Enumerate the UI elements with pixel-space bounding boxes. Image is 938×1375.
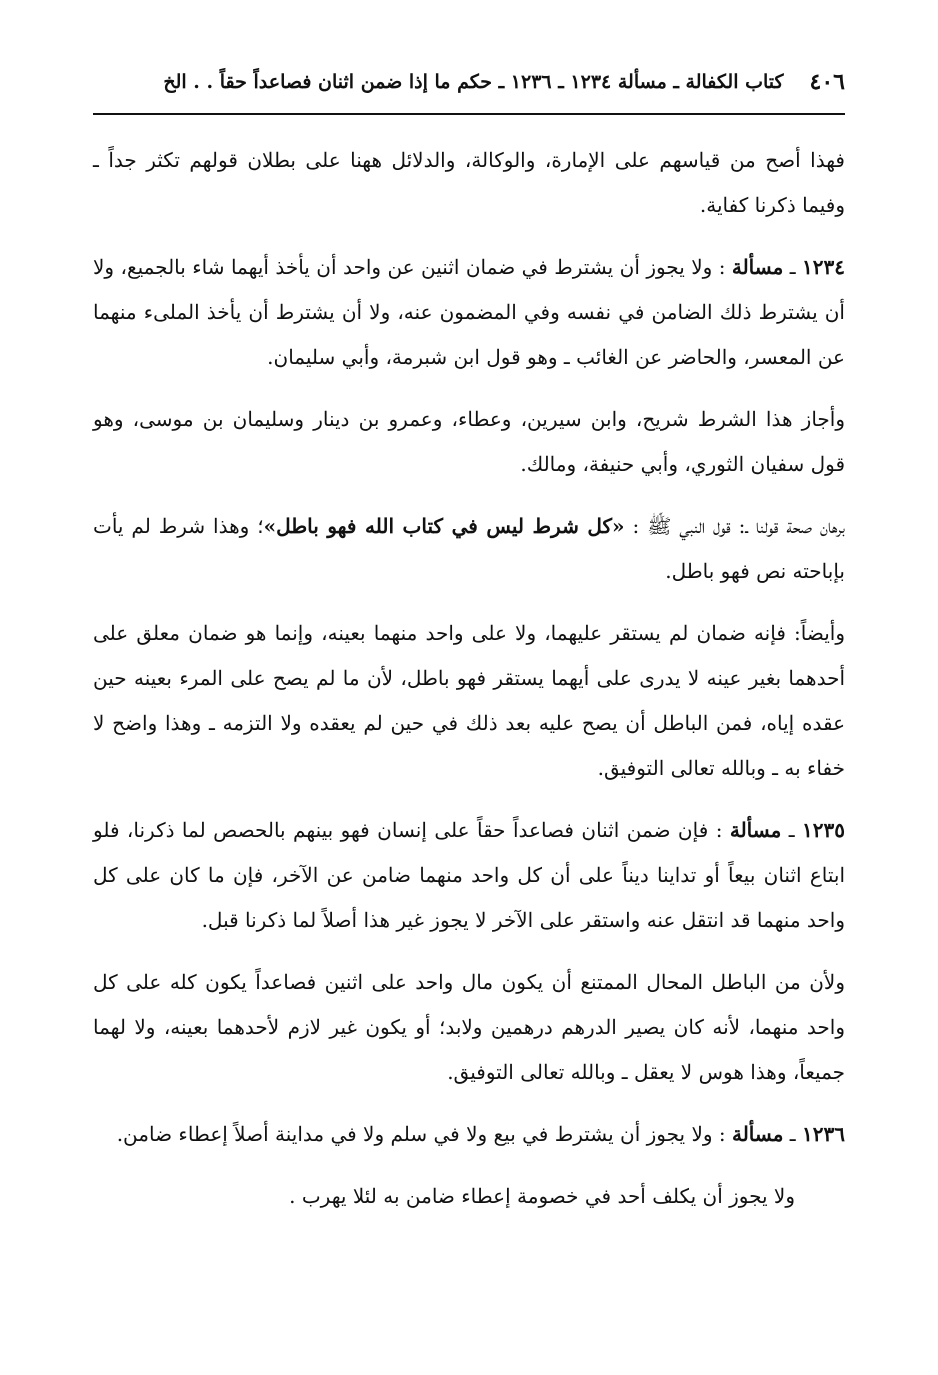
issue-text: : فإن ضمن اثنان فصاعداً حقاً على إنسان فهو بينهم بالحصص لما ذكرنا، فلو ابتاع اثنان بيعاً أو تداينا ديناً على أن كل واحد منهما ضامن عن الآخر، فإن ما كان على كل واحد منهما قد انتقل عنه واستقر على الآخر لا يجوز غير هذا أصلاً لما ذكرنا قبل. <box>93 818 845 932</box>
issue-dash: ـ <box>781 818 803 842</box>
issue-number: ١٢٣٤ <box>802 255 845 279</box>
paragraph-1: فهذا أصح من قياسهم على الإمارة، والوكالة، والدلائل ههنا على بطلان قولهم تكثر جداً ـ وفيما ذكرنا كفاية. <box>93 148 845 217</box>
header-divider <box>93 113 845 115</box>
hadith-quote: «كل شرط ليس في كتاب الله فهو باطل» <box>263 514 625 538</box>
proof-paragraph <box>93 504 845 594</box>
issue-1235-paragraph <box>93 808 845 943</box>
issue-number: ١٢٣٦ <box>802 1122 845 1146</box>
paragraph-3: وأجاز هذا الشرط شريح، وابن سيرين، وعطاء، وعمرو بن دينار وسليمان بن موسى، وهو قول سفيان الثوري، وأبي حنيفة، ومالك. <box>93 407 845 476</box>
issue-dash: ـ <box>783 255 803 279</box>
proof-conclusion: ؛ وهذا شرط لم يأت بإباحته نص فهو باطل. <box>93 514 845 583</box>
paragraph-9: ولا يجوز أن يكلف أحد في خصومة إعطاء ضامن به لئلا يهرب . <box>289 1184 795 1208</box>
issue-1236-paragraph <box>93 1112 845 1157</box>
page-number: ٤٠٦ <box>809 69 845 95</box>
running-title: كتاب الكفالة ـ مسألة ١٢٣٤ ـ ١٢٣٦ ـ حكم ما إذا ضمن اثنان فصاعداً حقاً . . الخ <box>163 71 784 93</box>
paragraph-5: وأيضاً: فإنه ضمان لم يستقر عليهما، ولا على واحد منهما بعينه، وإنما هو ضمان معلق على أحدهما بغير عينه لا يدرى على أيهما يستقر فهو باطل، لأن ما لم يصح على المرء بعينه حين عقده إياه، فمن الباطل أن يصح عليه بعد ذلك في حين لم يعقده ولا التزمه ـ وهذا واضح لا خفاء به ـ وبالله تعالى التوفيق. <box>93 621 845 780</box>
page-body <box>93 138 845 1236</box>
issue-number: ١٢٣٥ <box>802 818 845 842</box>
issue-text: : ولا يجوز أن يشترط في ضمان اثنين عن واحد أن يأخذ أيهما شاء بالجميع، ولا أن يشترط ذلك الضامن في نفسه وفي المضمون عنه، ولا أن يشترط أن يأخذ الملىء منهما عن المعسر، والحاضر عن الغائب ـ وهو قول ابن شبرمة، وأبي سليمان. <box>93 255 845 369</box>
proof-intro: برهان صحة قولنا ـ: قول النبي ﷺ : <box>624 514 845 538</box>
issue-text: : ولا يجوز أن يشترط في بيع ولا في سلم ولا في مداينة أصلاً إعطاء ضامن. <box>116 1122 732 1146</box>
paragraph-7: ولأن من الباطل المحال الممتنع أن يكون مال واحد على اثنين فصاعداً يكون كله على كل واحد منهما، لأنه كان يصير الدرهم درهمين ولابد؛ أو يكون غير لازم لأحدهما بعينه، ولا لهما جميعاً، وهذا هوس لا يعقل ـ وبالله تعالى التوفيق. <box>93 970 845 1084</box>
issue-dash: ـ <box>783 1122 803 1146</box>
page-header <box>93 62 845 102</box>
issue-heading: مسألة <box>731 1122 784 1146</box>
issue-heading: مسألة <box>729 818 782 842</box>
issue-heading: مسألة <box>731 255 784 279</box>
issue-1234-paragraph <box>93 245 845 380</box>
